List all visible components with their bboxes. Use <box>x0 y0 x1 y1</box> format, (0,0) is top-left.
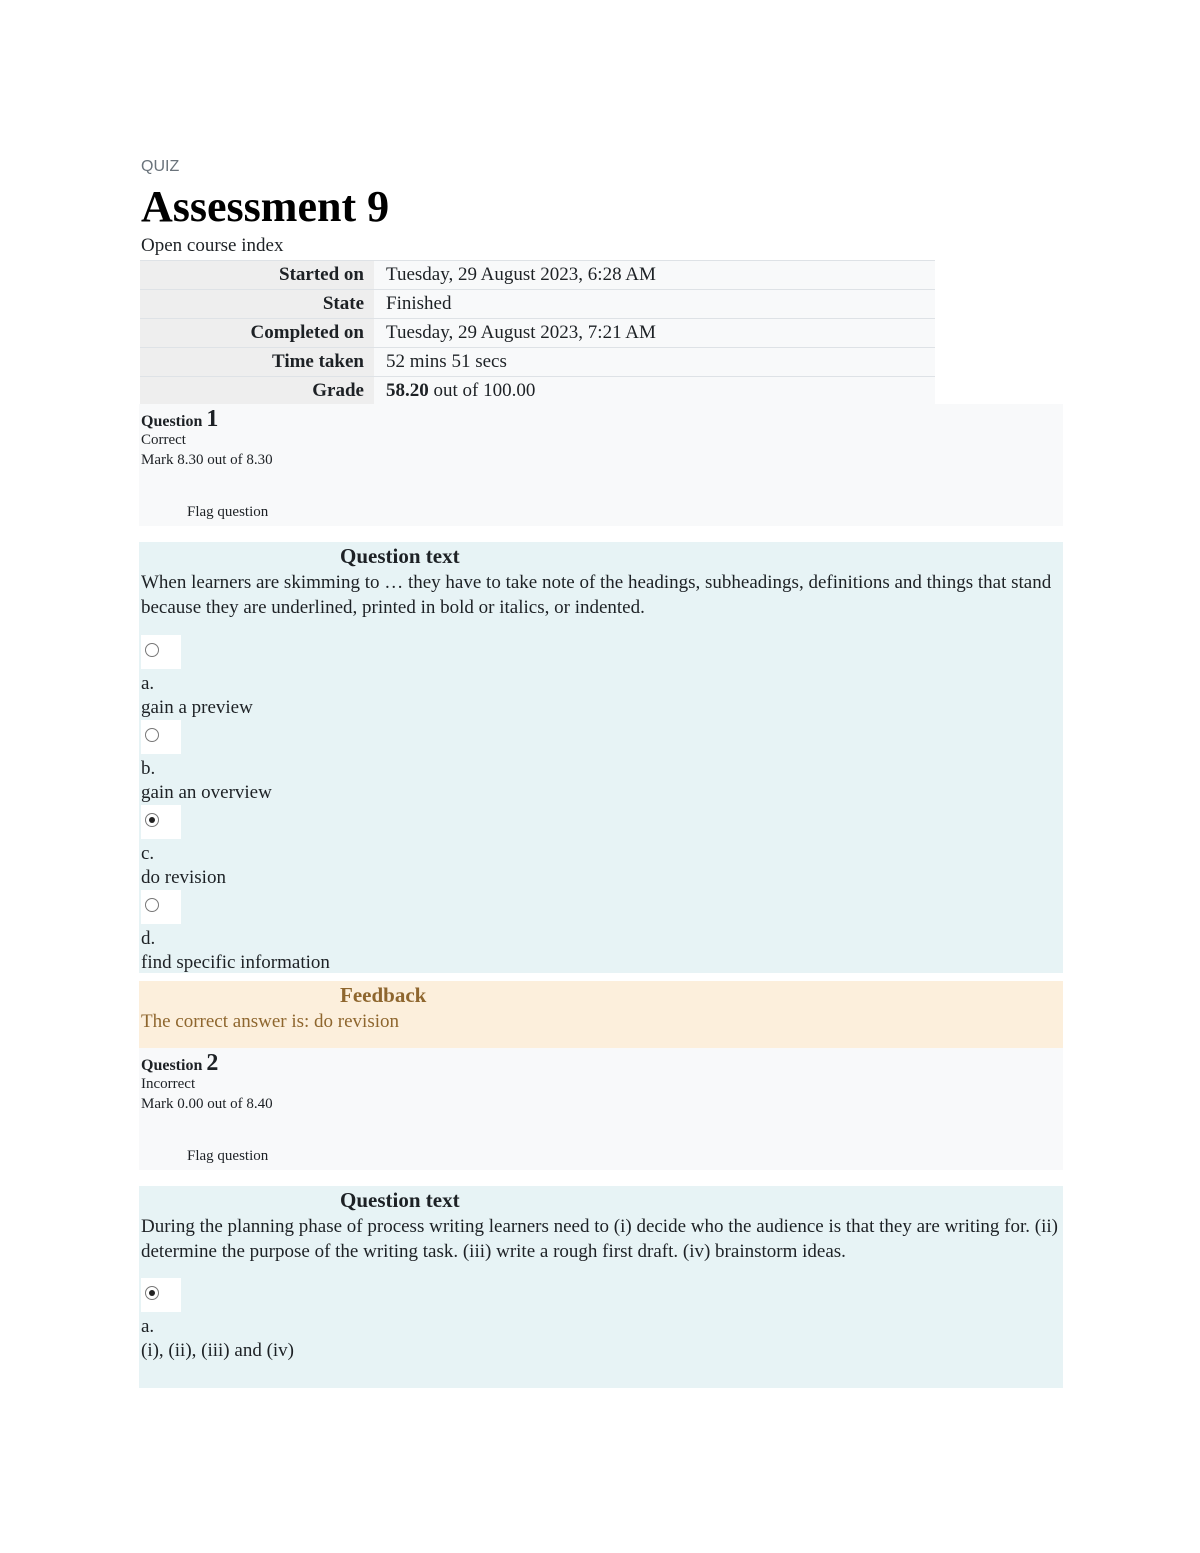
answer-text: (i), (ii), (iii) and (iv) <box>141 1340 295 1361</box>
question-num: 2 <box>206 1050 219 1076</box>
summary-key: Time taken <box>140 348 374 377</box>
answer-text: gain a preview <box>141 697 253 718</box>
question-info <box>139 404 1063 526</box>
flag-question-link[interactable]: Flag question <box>187 504 269 520</box>
summary-row <box>140 377 935 406</box>
question-state: Correct <box>141 432 186 448</box>
question-content <box>139 542 1063 973</box>
question-label: Question <box>141 413 203 430</box>
page-title: Assessment 9 <box>141 182 390 231</box>
question-num: 1 <box>206 406 219 432</box>
summary-key: Started on <box>140 261 374 290</box>
summary-value: 52 mins 51 secs <box>374 348 935 377</box>
question-content <box>139 1186 1063 1388</box>
question-text-heading: Question text <box>340 544 460 568</box>
summary-value: Finished <box>374 290 935 319</box>
question-mark: Mark 8.30 out of 8.30 <box>141 452 273 468</box>
question-number <box>139 404 1063 430</box>
radio-box <box>141 720 181 754</box>
question-mark: Mark 0.00 out of 8.40 <box>141 1096 273 1112</box>
answer-text: find specific information <box>141 952 330 973</box>
feedback-heading: Feedback <box>340 983 427 1007</box>
summary-value: Tuesday, 29 August 2023, 6:28 AM <box>374 261 935 290</box>
summary-key: State <box>140 290 374 319</box>
answer-text: gain an overview <box>141 782 272 803</box>
answer-letter: b. <box>141 758 156 779</box>
radio-box <box>141 1278 181 1312</box>
question-info <box>139 1048 1063 1170</box>
summary-row <box>140 348 935 377</box>
radio-box <box>141 805 181 839</box>
summary-key: Grade <box>140 377 374 406</box>
radio-box <box>141 635 181 669</box>
flag-question-link[interactable]: Flag question <box>187 1148 269 1164</box>
answer-letter: a. <box>141 1316 155 1337</box>
summary-row <box>140 261 935 290</box>
grade-out-of: out of 100.00 <box>428 380 536 401</box>
answer-option[interactable] <box>139 890 1063 975</box>
answer-option[interactable] <box>139 1278 1063 1363</box>
grade-value <box>374 377 935 406</box>
answer-option[interactable] <box>139 720 1063 805</box>
answer-radio[interactable] <box>145 728 159 742</box>
attempt-summary-table <box>140 260 935 406</box>
answer-radio-selected[interactable] <box>145 1286 159 1300</box>
summary-value: Tuesday, 29 August 2023, 7:21 AM <box>374 319 935 348</box>
question-text: During the planning phase of process writing learners need to (i) decide who the audience is that they are writing for. (ii) determine the purpose of the writing task. (iii) write a rough first draft. (iv) brainstorm ideas. <box>141 1216 1058 1262</box>
summary-row <box>140 290 935 319</box>
answer-radio[interactable] <box>145 898 159 912</box>
summary-row <box>140 319 935 348</box>
question-label: Question <box>141 1057 203 1074</box>
answer-text: do revision <box>141 867 226 888</box>
question-text: When learners are skimming to … they have to take note of the headings, subheadings, definitions and things that stand because they are underlined, printed in bold or italics, or indented. <box>141 572 1052 618</box>
answer-letter: c. <box>141 843 155 864</box>
answer-letter: a. <box>141 673 155 694</box>
radio-box <box>141 890 181 924</box>
quiz-review <box>141 156 1063 1361</box>
answer-option[interactable] <box>139 805 1063 890</box>
answer-letter: d. <box>141 928 156 949</box>
feedback-block <box>139 981 1063 1048</box>
question-text-heading: Question text <box>340 1188 460 1212</box>
answer-radio[interactable] <box>145 643 159 657</box>
open-course-index-link[interactable]: Open course index <box>141 235 284 256</box>
summary-key: Completed on <box>140 319 374 348</box>
answer-option[interactable] <box>139 635 1063 720</box>
question-number <box>139 1048 1063 1074</box>
question-state: Incorrect <box>141 1076 196 1092</box>
grade-score: 58.20 <box>386 380 429 401</box>
feedback-text: The correct answer is: do revision <box>141 1011 399 1032</box>
answer-radio-selected[interactable] <box>145 813 159 827</box>
activity-type-label: QUIZ <box>141 158 180 175</box>
